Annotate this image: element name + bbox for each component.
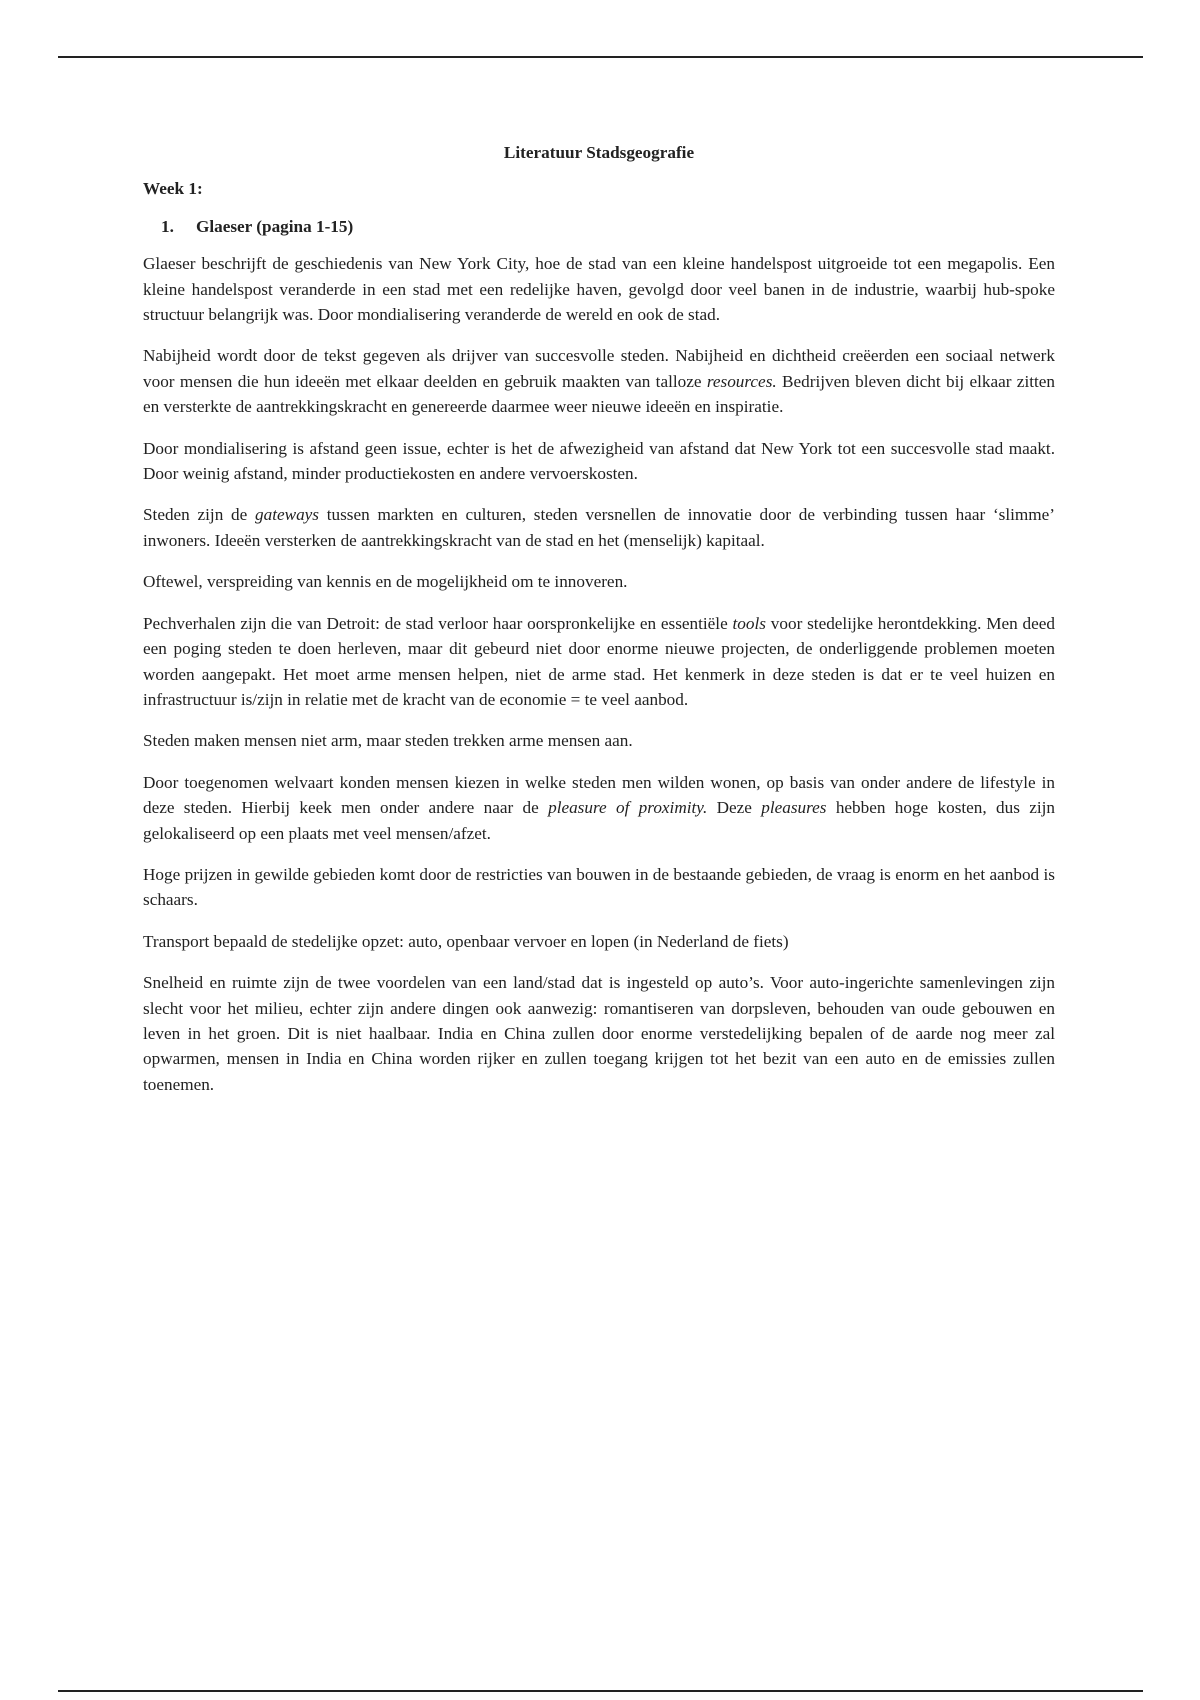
- document-title: Literatuur Stadsgeografie: [503, 143, 695, 162]
- section-title: Glaeser (pagina 1-15): [196, 216, 354, 236]
- italic-term: tools: [732, 613, 766, 633]
- paragraph: [143, 862, 1055, 913]
- paragraph-text: hebben hoge kosten, dus zijn gelokaliseerd op een plaats met veel mensen/afzet.: [143, 798, 1055, 843]
- paragraph: [143, 611, 1055, 713]
- paragraph-text: Steden zijn de: [143, 505, 256, 525]
- paragraph: [143, 343, 1055, 419]
- section-heading: [143, 214, 1055, 239]
- paragraph: [143, 770, 1055, 846]
- paragraph-text: Bedrijven bleven dicht bij elkaar zitten en versterkte de aantrekkingskracht en genereerde daarmee weer nieuwe ideeën en inspiratie.: [143, 371, 1055, 417]
- document-body: [143, 140, 1055, 1113]
- week-heading: Week 1:: [143, 179, 203, 199]
- paragraph-text: Door mondialisering is afstand geen issue, echter is het de afwezigheid van afstand dat New York tot een succesvolle stad maakt. Door weinig afstand, minder productiekosten en andere vervoerskosten.: [143, 438, 1055, 484]
- paragraph-text: Pechverhalen zijn die van Detroit: de stad verloor haar oorspronkelijke en essentiële: [143, 613, 733, 633]
- paragraph: [143, 970, 1055, 1097]
- italic-term: resources.: [706, 371, 777, 391]
- paragraph-text: Hoge prijzen in gewilde gebieden komt door de restricties van bouwen in de bestaande gebieden, de vraag is enorm en het aanbod is schaars.: [143, 864, 1055, 910]
- paragraph: [143, 251, 1055, 327]
- top-rule: [58, 56, 1143, 58]
- paragraph-text: tussen markten en culturen, steden versnellen de innovatie door de verbinding tussen haar ‘slimme’ inwoners. Ideeën versterken de aantrekkingskracht van de stad en het (menselijk) kapitaal.: [143, 505, 1056, 550]
- paragraph-list: [143, 251, 1055, 1097]
- italic-term: gateways: [255, 505, 319, 525]
- italic-term: pleasures: [761, 798, 827, 818]
- section-number: 1.: [161, 216, 174, 236]
- paragraph-text: Snelheid en ruimte zijn de twee voordelen van een land/stad dat is ingesteld op auto’s. Voor auto-ingerichte samenlevingen zijn slecht voor het milieu, echter zijn andere dingen ook aanwezig: romantiseren van dorpsleven, behouden van oude gebouwen en leven in het groen. Dit is niet haalbaar. India en China zullen door enorme verstedelijking bepalen of de aarde nog meer zal opwarmen, mensen in India en China worden rijker en zullen toegang krijgen tot het bezit van een auto en de emissies zullen toenemen.: [143, 973, 1055, 1094]
- paragraph-text: Transport bepaald de stedelijke opzet: auto, openbaar vervoer en lopen (in Nederland de fiets): [143, 931, 789, 951]
- paragraph-text: Nabijheid wordt door de tekst gegeven als drijver van succesvolle steden. Nabijheid en dichtheid creëerden een sociaal netwerk voor mensen die hun ideeën met elkaar deelden en gebruik maakten van talloze: [143, 346, 1055, 391]
- paragraph: [143, 502, 1055, 553]
- bottom-rule: [58, 1690, 1143, 1692]
- paragraph: [143, 569, 1055, 594]
- italic-term: pleasure of proximity.: [548, 798, 708, 818]
- paragraph-text: Oftewel, verspreiding van kennis en de mogelijkheid om te innoveren.: [143, 572, 628, 592]
- paragraph-text: voor stedelijke herontdekking. Men deed een poging steden te doen herleven, maar dit gebeurd niet door enorme nieuwe projecten, de onderliggende problemen moeten worden aangepakt. Het moet arme mensen helpen, niet de arme stad. Het kenmerk in deze steden is dat er te veel huizen en infrastructuur is/zijn in relatie met de kracht van de economie = te veel aanbod.: [143, 613, 1055, 709]
- paragraph-text: Deze: [707, 798, 762, 818]
- paragraph-text: Glaeser beschrijft de geschiedenis van New York City, hoe de stad van een kleine handelspost uitgroeide tot een megapolis. Een kleine handelspost veranderde in een stad met een redelijke haven, gevolgd door veel banen in de industrie, waarbij hub-spoke structuur belangrijk was. Door mondialisering veranderde de wereld en ook de stad.: [143, 254, 1055, 325]
- paragraph: [143, 929, 1055, 954]
- paragraph: [143, 436, 1055, 487]
- paragraph-text: Door toegenomen welvaart konden mensen kiezen in welke steden men wilden wonen, op basis van onder andere de lifestyle in deze steden. Hierbij keek men onder andere naar de: [143, 772, 1055, 818]
- paragraph: [143, 728, 1055, 753]
- paragraph-text: Steden maken mensen niet arm, maar steden trekken arme mensen aan.: [143, 731, 633, 751]
